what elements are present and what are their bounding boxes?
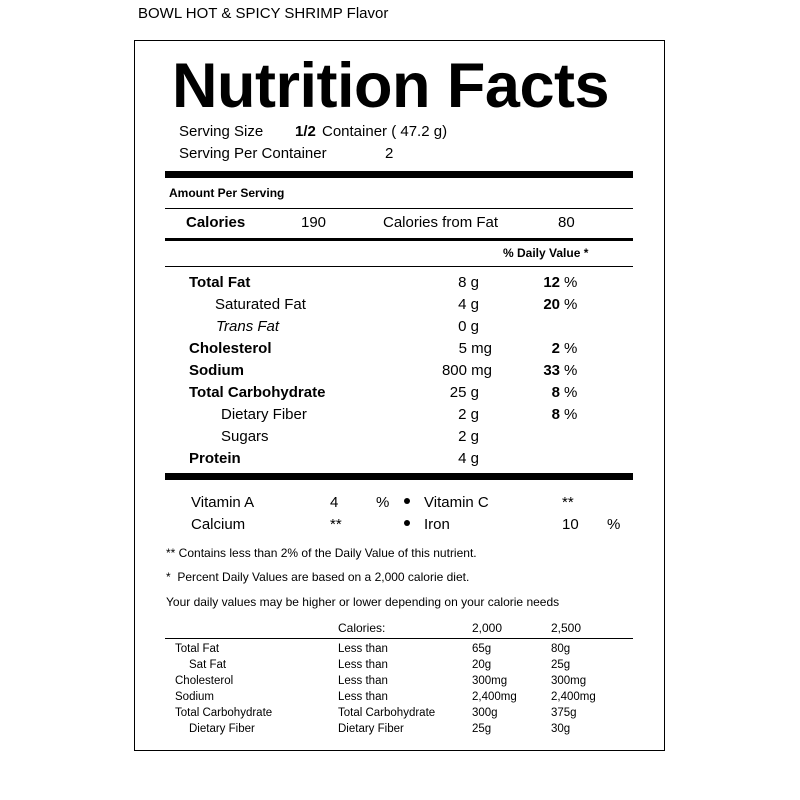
calcium-label: Calcium bbox=[191, 516, 246, 533]
nutrient-name: Sugars bbox=[221, 428, 269, 445]
serving-size-label: Serving Size bbox=[179, 123, 264, 140]
nutrient-amount: 0 g bbox=[458, 318, 479, 335]
nutrient-amount: 2 g bbox=[458, 406, 479, 423]
reference-row-name: Dietary Fiber bbox=[189, 723, 255, 735]
percent-sign: % bbox=[607, 516, 621, 533]
reference-row-name: Total Fat bbox=[175, 643, 220, 655]
reference-row-2500: 80g bbox=[551, 643, 571, 655]
nutrient-amount: 4 g bbox=[458, 450, 479, 467]
reference-row-limit: Less than bbox=[338, 691, 388, 703]
reference-row-limit: Less than bbox=[338, 659, 388, 671]
vitamin-a-label: Vitamin A bbox=[191, 494, 255, 511]
thin-divider bbox=[165, 208, 633, 209]
reference-row-2000: 25g bbox=[472, 723, 492, 735]
nutrient-amount: 25 g bbox=[449, 384, 479, 401]
nutrient-amount: 800 mg bbox=[441, 362, 492, 379]
footnote-calorie-needs: Your daily values may be higher or lower depending on your calorie needs bbox=[166, 595, 560, 609]
reference-row-limit: Dietary Fiber bbox=[338, 723, 404, 735]
thick-divider-top bbox=[165, 171, 633, 178]
reference-row-name: Total Carbohydrate bbox=[175, 707, 273, 719]
servings-per-container-label: Serving Per Container bbox=[179, 145, 327, 162]
percent-sign: % bbox=[564, 274, 578, 291]
reference-row-2000: 2,400mg bbox=[472, 691, 517, 703]
reference-row-2000: 65g bbox=[472, 643, 492, 655]
bullet-icon bbox=[404, 498, 410, 504]
reference-row-2500: 30g bbox=[551, 723, 571, 735]
reference-row-limit: Less than bbox=[338, 643, 388, 655]
reference-row-2500: 2,400mg bbox=[551, 691, 596, 703]
reference-row-limit: Less than bbox=[338, 675, 388, 687]
iron-label: Iron bbox=[424, 516, 450, 533]
reference-row-name: Sat Fat bbox=[189, 659, 227, 671]
nutrition-facts-title: Nutrition Facts bbox=[172, 51, 610, 121]
thin-divider bbox=[165, 266, 633, 267]
amount-per-serving: Amount Per Serving bbox=[169, 186, 285, 200]
reference-row-limit: Total Carbohydrate bbox=[338, 707, 436, 719]
reference-calories-label: Calories: bbox=[338, 621, 386, 635]
nutrient-daily-value: 20 bbox=[543, 296, 560, 313]
percent-sign: % bbox=[564, 406, 578, 423]
reference-2500-header: 2,500 bbox=[551, 621, 582, 635]
footnote-daily-value: ** Contains less than 2% of the Daily Value of this nutrient. bbox=[166, 546, 477, 560]
nutrient-amount: 2 g bbox=[458, 428, 479, 445]
nutrient-name: Saturated Fat bbox=[215, 296, 306, 313]
vitamin-c-value: ** bbox=[562, 494, 574, 511]
vitamin-c-label: Vitamin C bbox=[424, 494, 489, 511]
product-name: BOWL HOT & SPICY SHRIMP Flavor bbox=[138, 5, 389, 22]
percent-sign: % bbox=[564, 340, 578, 357]
calories-from-fat-label: Calories from Fat bbox=[383, 214, 499, 231]
percent-sign: % bbox=[564, 296, 578, 313]
servings-per-container-value: 2 bbox=[385, 145, 394, 162]
calories-label: Calories bbox=[186, 214, 246, 231]
calcium-value: ** bbox=[330, 516, 342, 533]
nutrient-daily-value: 12 bbox=[543, 274, 560, 291]
bullet-icon bbox=[404, 520, 410, 526]
medium-divider bbox=[165, 238, 633, 241]
percent-sign: % bbox=[564, 362, 578, 379]
daily-value-header: % Daily Value * bbox=[503, 246, 589, 260]
reference-row-2000: 300g bbox=[472, 707, 498, 719]
nutrient-name: Dietary Fiber bbox=[221, 406, 307, 423]
reference-row-2500: 375g bbox=[551, 707, 577, 719]
reference-2000-header: 2,000 bbox=[472, 621, 503, 635]
reference-divider bbox=[165, 638, 633, 639]
reference-row-2000: 20g bbox=[472, 659, 492, 671]
reference-row-2500: 300mg bbox=[551, 675, 587, 687]
nutrient-daily-value: 8 bbox=[551, 406, 560, 423]
percent-sign: % bbox=[376, 494, 390, 511]
serving-size-amount: 1/2 bbox=[295, 123, 316, 140]
nutrient-daily-value: 8 bbox=[551, 384, 560, 401]
calories-value: 190 bbox=[301, 214, 327, 231]
reference-row-2000: 300mg bbox=[472, 675, 508, 687]
nutrient-daily-value: 33 bbox=[543, 362, 560, 379]
reference-row-name: Cholesterol bbox=[175, 675, 234, 687]
footnote-percent-basis: * Percent Daily Values are based on a 2,000 calorie diet. bbox=[166, 570, 470, 584]
nutrient-name: Cholesterol bbox=[189, 340, 272, 357]
serving-size-unit: Container ( 47.2 g) bbox=[322, 123, 448, 140]
thick-divider-bottom bbox=[165, 473, 633, 480]
nutrient-name: Protein bbox=[189, 450, 241, 467]
vitamin-a-value: 4 bbox=[330, 494, 339, 511]
nutrient-name: Total Fat bbox=[189, 274, 251, 291]
percent-sign: % bbox=[564, 384, 578, 401]
nutrient-amount: 4 g bbox=[458, 296, 479, 313]
nutrient-daily-value: 2 bbox=[551, 340, 560, 357]
reference-row-name: Sodium bbox=[175, 691, 214, 703]
nutrient-name: Trans Fat bbox=[216, 318, 280, 335]
calories-from-fat-value: 80 bbox=[558, 214, 575, 231]
nutrient-name: Sodium bbox=[189, 362, 244, 379]
iron-value: 10 bbox=[562, 516, 579, 533]
nutrient-amount: 8 g bbox=[458, 274, 479, 291]
nutrient-name: Total Carbohydrate bbox=[189, 384, 326, 401]
nutrient-amount: 5 mg bbox=[458, 340, 492, 357]
reference-row-2500: 25g bbox=[551, 659, 571, 671]
